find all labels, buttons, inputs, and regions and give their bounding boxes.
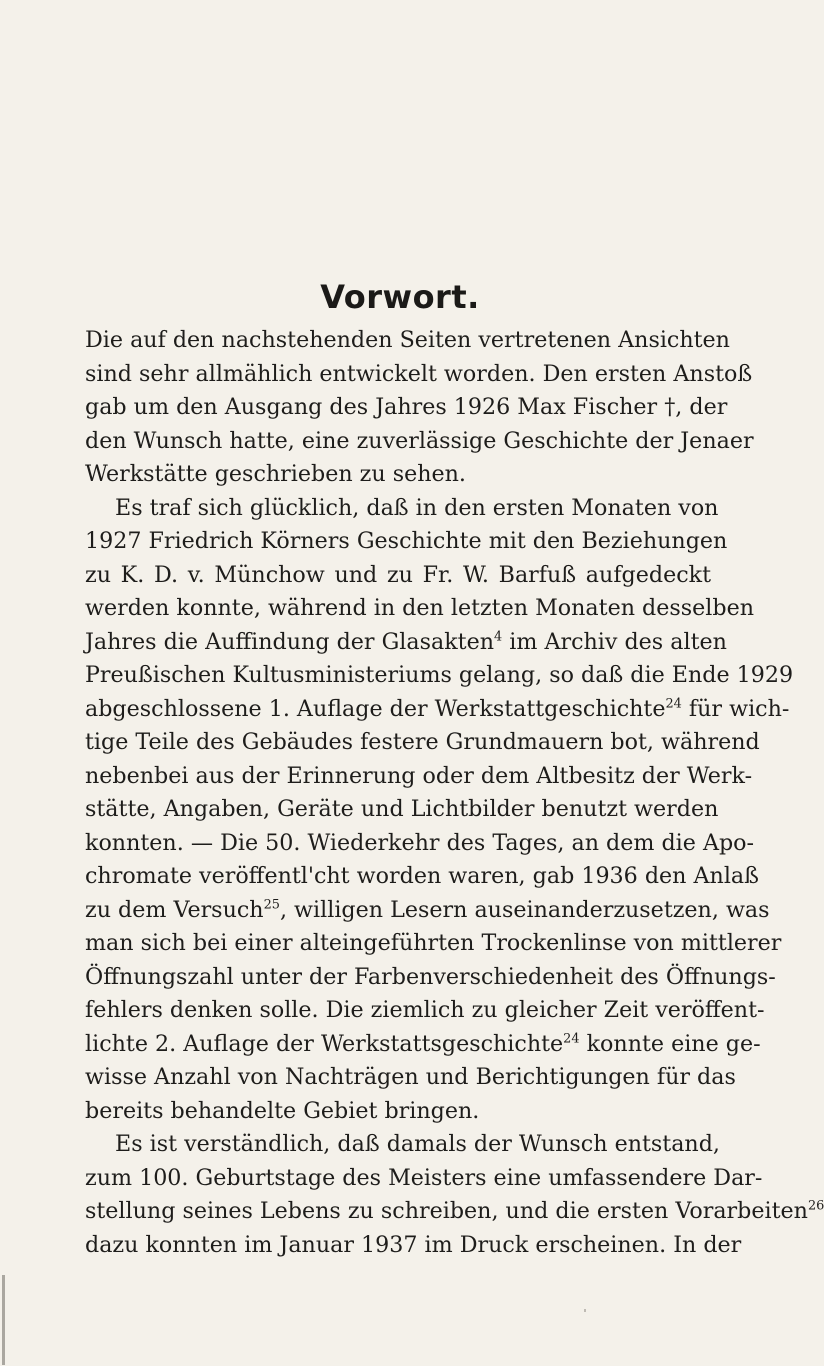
line-28: dazu konnten im Januar 1937 im Druck erscheinen. In der bbox=[85, 1231, 742, 1258]
line-22-rest: konnte eine ge- bbox=[579, 1030, 761, 1057]
line-13: tige Teile des Gebäudes festere Grundmauern bot, während bbox=[85, 729, 760, 755]
line-8: zu K. D. v. Münchow und zu Fr. W. Barfuß aufgedeckt bbox=[85, 561, 711, 588]
footnote-ref-26: 26 bbox=[807, 1198, 824, 1214]
paper-speck bbox=[584, 1309, 586, 1312]
line-24: bereits behandelte Gebiet bringen. bbox=[85, 1097, 480, 1124]
line-12-text: abgeschlossene 1. Auflage der Werkstattgeschichte bbox=[85, 695, 666, 722]
line-10-rest: im Archiv des alten bbox=[502, 628, 727, 655]
line-7: 1927 Friedrich Körners Geschichte mit den Beziehungen bbox=[85, 528, 728, 554]
footnote-ref-24-a: 24 bbox=[665, 696, 682, 712]
line-4: den Wunsch hatte, eine zuverlässige Geschichte der Jenaer bbox=[85, 427, 754, 454]
line-27 bbox=[85, 1195, 824, 1229]
line-10-text: Jahres die Auffindung der Glasakten bbox=[85, 628, 495, 655]
line-18-rest: , willigen Lesern auseinanderzusetzen, was bbox=[279, 896, 770, 923]
line-18 bbox=[85, 894, 770, 928]
footnote-ref-24-b: 24 bbox=[563, 1031, 580, 1047]
line-2: sind sehr allmählich entwickelt worden. Den ersten Anstoß bbox=[85, 360, 753, 387]
line-18-text: zu dem Versuch bbox=[85, 896, 264, 923]
line-3: gab um den Ausgang des Jahres 1926 Max Fischer †, der bbox=[85, 394, 728, 420]
footnote-ref-25: 25 bbox=[263, 897, 280, 913]
line-16: konnten. — Die 50. Wiederkehr des Tages, an dem die Apo- bbox=[85, 829, 755, 856]
line-5: Werkstätte geschrieben zu sehen. bbox=[85, 461, 466, 487]
line-11: Preußischen Kultusministeriums gelang, so daß die Ende 1929 bbox=[85, 662, 794, 688]
line-22-text: lichte 2. Auflage der Werkstattsgeschichte bbox=[85, 1030, 564, 1057]
preface-text bbox=[85, 324, 824, 1262]
line-19: man sich bei einer alteingeführten Trockenlinse von mittlerer bbox=[85, 930, 782, 956]
line-17: chromate veröffentl'cht worden waren, gab 1936 den Anlaß bbox=[85, 863, 759, 889]
line-10 bbox=[85, 626, 727, 660]
line-25: Es ist verständlich, daß damals der Wunsch entstand, bbox=[115, 1131, 720, 1157]
line-14: nebenbei aus der Erinnerung oder dem Altbesitz der Werk- bbox=[85, 762, 753, 789]
page-title: Vorwort. bbox=[320, 278, 480, 317]
line-20: Öffnungszahl unter der Farbenverschiedenheit des Öffnungs- bbox=[85, 963, 776, 990]
line-22 bbox=[85, 1028, 761, 1062]
line-23: wisse Anzahl von Nachträgen und Berichtigungen für das bbox=[85, 1064, 736, 1090]
line-9: werden konnte, während in den letzten Monaten desselben bbox=[85, 595, 755, 621]
line-1: Die auf den nachstehenden Seiten vertretenen Ansichten bbox=[85, 327, 730, 353]
line-12-rest: für wich- bbox=[681, 695, 790, 722]
line-15: stätte, Angaben, Geräte und Lichtbilder benutzt werden bbox=[85, 796, 719, 822]
footnote-ref-4: 4 bbox=[494, 629, 503, 645]
scan-edge-shadow bbox=[2, 1275, 5, 1365]
line-12 bbox=[85, 693, 790, 727]
line-21: fehlers denken solle. Die ziemlich zu gleicher Zeit veröffent- bbox=[85, 997, 765, 1023]
line-6: Es traf sich glücklich, daß in den ersten Monaten von bbox=[115, 494, 719, 521]
line-27-text: stellung seines Lebens zu schreiben, und die ersten Vorarbeiten bbox=[85, 1198, 808, 1224]
line-26: zum 100. Geburtstage des Meisters eine umfassendere Dar- bbox=[85, 1164, 763, 1191]
